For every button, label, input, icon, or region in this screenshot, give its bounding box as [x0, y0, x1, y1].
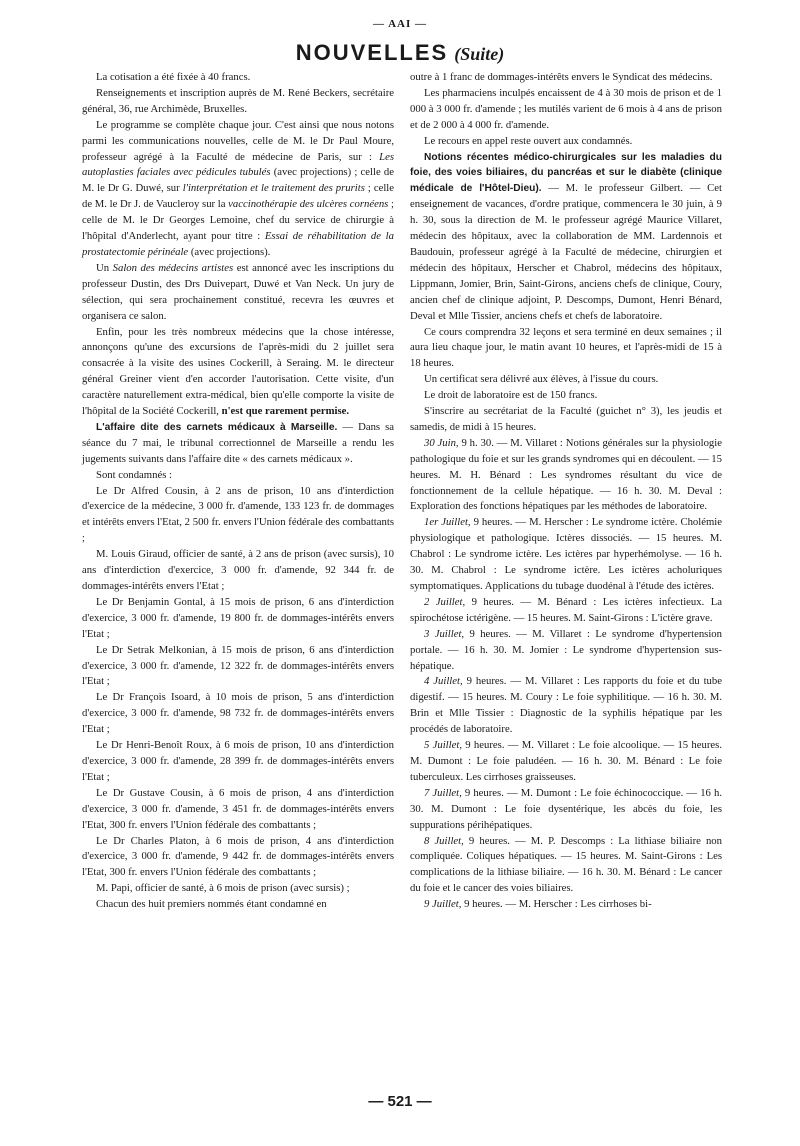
paragraph: Le droit de laboratoire est de 150 francs.	[424, 389, 598, 402]
schedule-entry	[410, 515, 722, 595]
paragraph: Le Dr Henri-Benoît Roux, à 6 mois de prison, 10 ans d'interdiction d'exercice, 3 000 fr. d'amende, 28 399 fr. de dommages-intérêts envers l'Etat ;	[82, 739, 394, 783]
schedule-entry	[410, 436, 722, 516]
schedule-text: 9 heures. — M. P. Descomps : La lithiase biliaire non compliquée. Coliques hépatiques. — 15 heures. M. Saint-Girons : Les complications de la lithiase biliaire. — 16 h. 30. M. Bénard : Le cancer du foie et le cancer des voies biliaires.	[410, 834, 722, 895]
schedule-text: 9 heures. — M. Villaret : Les rapports du foie et du tube digestif. — 15 heures. M. Coury : Le foie syphilitique. — 16 h. 30. M. Brin et Mlle Tissier : Diagnostic de la syphilis hépatique par les procédés de laboratoire.	[410, 675, 722, 736]
paragraph: Renseignements et inscription auprès de M. René Beckers, secrétaire général, 36, rue Archimède, Bruxelles.	[82, 86, 394, 115]
schedule-text: 9 heures. — M. Villaret : Le foie alcoolique. — 15 heures. M. Dumont : Le foie paludéen. — 16 h. 30. M. Bénard : Le foie tuberculeux. Les cirrhoses graisseuses.	[410, 739, 722, 783]
title-suffix: (Suite)	[454, 44, 505, 64]
title-text: NOUVELLES	[295, 40, 449, 65]
text-run: est annoncé avec les inscriptions du professeur Dustin, des Drs Duivepart, Duwé et Van Neck. Un jury de sélection, qui sera prochainement constitué, recevra les œuvres et organisera ce salon.	[82, 261, 394, 322]
paragraph: Le Dr Charles Platon, à 6 mois de prison, 4 ans d'interdiction d'exercice, 3 000 fr. d'amende, 9 442 fr. de dommages-intérêts envers l'Etat, 300 fr. envers l'Union fédérale des combattants ;	[82, 834, 394, 879]
text-run: — M. le professeur Gilbert. — Cet enseignement de vacances, d'ordre pratique, commencera le 30 juin, à 9 h. 30, sous la direction de M. le professeur agrégé Maurice Villaret, médecin des hôpitaux, avec la collaboration de MM. Lardennois et Baudouin, professeur agrégé à la Faculté de médecine, chirurgien et médecin des hôpitaux, Herscher et Chabrol, médecins des hôpitaux, Lippmann, Jomier, Brin, Saint-Girons, anciens chefs de clinique, Coury, ancien chef de clinique adjoint, P. Descomps, Dumont, Henri Bénard, Deval et Mlle Tissier, anciens chefs et chefs de laboratoire.	[410, 182, 722, 322]
paragraph: Le Dr François Isoard, à 10 mois de prison, 5 ans d'interdiction d'exercice, 3 000 fr. d'amende, 98 732 fr. de dommages-intérêts envers l'Etat ;	[82, 691, 394, 736]
section-heading: L'affaire dite des carnets médicaux à Marseille.	[96, 421, 338, 433]
schedule-date: 8 Juillet,	[424, 834, 464, 847]
page-header-number: — AAI —	[372, 18, 428, 30]
page-number: — 521 —	[368, 1093, 432, 1110]
schedule-date: 4 Juillet,	[424, 675, 463, 688]
paragraph: S'inscrire au secrétariat de la Faculté (guichet n° 3), les jeudis et samedis, de midi à 15 heures.	[410, 405, 722, 433]
paragraph: Le Dr Benjamin Gontal, à 15 mois de prison, 6 ans d'interdiction d'exercice, 3 000 fr. d'amende, 19 800 fr. de dommages-intérêts envers l'Etat ;	[82, 595, 394, 640]
schedule-entry	[410, 834, 722, 898]
text-run: ; celle de M. le Dr Georges Lemoine, chef du service de chirurgie à l'hôpital d'Anderlecht, ayant pour titre :	[82, 198, 394, 243]
paragraph: outre à 1 franc de dommages-intérêts envers le Syndicat des médecins.	[410, 71, 713, 83]
text-run-italic: Essai de réhabilitation de la prostatectomie périnéale	[82, 230, 394, 258]
schedule-date: 7 Juillet,	[424, 786, 462, 799]
paragraph	[82, 118, 394, 261]
schedule-date: 5 Juillet,	[424, 739, 463, 752]
paragraph: M. Louis Giraud, officier de santé, à 2 ans de prison (avec sursis), 10 ans d'interdiction d'exercice, 3 000 fr. d'amende, 92 344 fr. de dommages-intérêts envers l'Etat ;	[82, 548, 394, 592]
paragraph: M. Papi, officier de santé, à 6 mois de prison (avec sursis) ;	[96, 882, 350, 895]
section-heading: Notions récentes médico-chirurgicales sur les maladies du foie, des voies biliaires, du pancréas et sur le diabète (clinique médicale de l'Hôtel-Dieu).	[410, 151, 722, 195]
schedule-entry	[410, 786, 722, 834]
text-run: — Dans sa séance du 7 mai, le tribunal correctionnel de Marseille a rendu les jugements suivants dans l'affaire dite « des carnets médicaux ».	[82, 420, 394, 465]
right-column	[410, 70, 722, 913]
paragraph: Sont condamnés :	[96, 468, 172, 481]
schedule-text: 9 heures. — M. Dumont : Le foie échinococcique. — 16 h. 30. M. Dumont : Le foie dysentérique, les abcès du foie, les suppurations périhépatiques.	[410, 786, 722, 831]
schedule-text: 9 heures. — M. Bénard : Les ictères infectieux. La spirochétose ictérigène. — 15 heures. M. Saint-Girons : L'ictère grave.	[410, 595, 722, 624]
text-run: (avec projections) ; celle de M. le Dr G. Duwé, sur	[82, 166, 394, 195]
paragraph: Le recours en appel reste ouvert aux condamnés.	[424, 134, 633, 147]
paragraph: Les pharmaciens inculpés encaissent de 4 à 30 mois de prison et de 1 000 à 3 000 fr. d'amende ; les mutilés varient de 6 mois à 4 ans de prison et de 2 000 à 4 000 fr. d'amende.	[410, 86, 722, 131]
text-run-italic: vaccinothérapie des ulcères cornéens	[228, 198, 389, 211]
text-run-italic: Salon des médecins artistes	[112, 261, 234, 274]
schedule-date: 30 Juin,	[424, 436, 459, 449]
schedule-date: 3 Juillet,	[424, 627, 465, 640]
schedule-text: 9 heures. — M. Villaret : Le syndrome d'hypertension portale. — 16 h. 30. M. Jomier : Le syndrome d'hypertension sus-hépatique.	[410, 627, 722, 672]
paragraph: Le Dr Setrak Melkonian, à 15 mois de prison, 6 ans d'interdiction d'exercice, 3 000 fr. d'amende, 12 322 fr. de dommages-intérêts envers l'Etat ;	[82, 643, 394, 688]
paragraph	[82, 325, 394, 420]
text-run: Le programme se complète chaque jour. C'est ainsi que nous notons parmi les communications nouvelles, celle de M. le Dr Paul Moure, professeur agrégé à la Faculté de médecine de Paris, sur :	[82, 118, 394, 163]
page-title	[0, 40, 800, 66]
text-run-italic: l'interprétation et le traitement des prurits	[182, 182, 365, 195]
schedule-date: 9 Juillet,	[424, 898, 462, 911]
schedule-entry	[410, 897, 722, 913]
schedule-text: 9 heures. — M. Herscher : Les cirrhoses bi-	[461, 898, 652, 911]
paragraph: La cotisation a été fixée à 40 francs.	[96, 71, 251, 83]
paragraph: Chacun des huit premiers nommés étant condamné en	[96, 898, 327, 911]
schedule-entry	[410, 595, 722, 627]
text-run: (avec projections).	[188, 245, 271, 258]
schedule-entry	[410, 738, 722, 786]
paragraph: Ce cours comprendra 32 leçons et sera terminé en deux semaines ; il aura lieu chaque jour, le matin avant 10 heures, et l'après-midi de 15 à 18 heures.	[410, 325, 722, 370]
text-run: Enfin, pour les très nombreux médecins que la chose intéresse, annonçons qu'une des excursions de l'après-midi du 2 juillet sera consacrée à la visite des usines Cockerill, à Seraing. M. le directeur général Greiner vient d'en accorder l'autorisation. Cette visite, d'un caractère naturellement extra-médical, bien qu'elle comporte la visite de l'hôpital de la Société Cockerill,	[82, 325, 394, 418]
text-run: Un	[96, 261, 113, 274]
paragraph: Le Dr Gustave Cousin, à 6 mois de prison, 4 ans d'interdiction d'exercice, 3 000 fr. d'amende, 3 451 fr. de dommages-intérêts envers l'Etat, 300 fr. envers l'Union fédérale des combattants ;	[82, 786, 394, 831]
paragraph	[82, 420, 394, 468]
paragraph	[82, 261, 394, 325]
schedule-entry	[410, 674, 722, 738]
schedule-date: 1er Juillet,	[424, 516, 471, 529]
schedule-entry	[410, 627, 722, 675]
text-run-italic: Les autoplasties faciales avec pédicules tubulés	[82, 150, 394, 179]
schedule-date: 2 Juillet,	[424, 595, 466, 608]
left-column	[82, 70, 394, 913]
paragraph: Le Dr Alfred Cousin, à 2 ans de prison, 10 ans d'interdiction d'exercice de la médecine, 3 000 fr. d'amende, 133 123 fr. de dommages et intérêts envers l'Etat, 2 500 fr. envers l'Union fédérale des combattants ;	[82, 484, 394, 545]
schedule-text: 9 heures. — M. Herscher : Le syndrome ictère. Cholémie physiologique et pathologique. Ictères dissociés. — 15 heures. M. Chabrol : Le syndrome ictère. Les ictères par hyperhémolyse. — 16 h. 30. M. Chabrol : Le syndrome ictère. Les ictères acholuriques symptomatiques. Applications du tubage duodénal à l'étude des ictères.	[410, 516, 722, 592]
text-run-bold: n'est que rarement permise.	[221, 405, 350, 418]
paragraph: Un certificat sera délivré aux élèves, à l'issue du cours.	[424, 373, 659, 386]
paragraph	[410, 150, 722, 325]
schedule-text: 9 h. 30. — M. Villaret : Notions générales sur la physiologie pathologique du foie et sur les grands syndromes qui en découlent. — 15 heures. M. H. Bénard : Les syndromes résultant du vice de fonctionnement de la cellule hépatique. — 16 h. 30. M. Deval : Exploration des fonctions hépatiques par les méthodes de laboratoire.	[410, 436, 722, 513]
text-run: ; celle de M. le Dr J. de Vaucleroy sur la	[82, 182, 394, 211]
